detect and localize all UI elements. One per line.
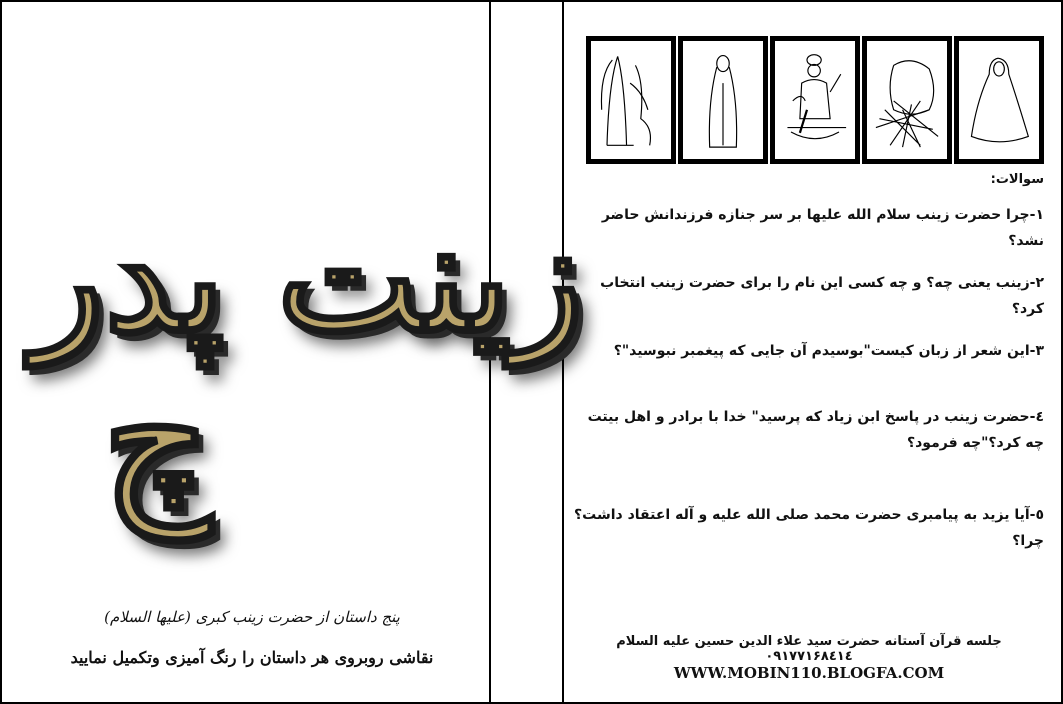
questions-list: [574, 172, 1044, 549]
footer-website-link[interactable]: WWW.MOBIN110.BLOGFA.COM: [673, 664, 945, 682]
cover-subtitle: پنج داستان از حضرت زینب کبری (علیها السلام): [104, 608, 400, 626]
standing-veiled-woman-icon: [678, 36, 768, 164]
question-2: ۲-زینب یعنی چه؟ و چه کسی این نام را برای حضرت زینب انتخاب کرد؟: [600, 275, 1044, 317]
cover-panel: [2, 0, 584, 704]
seated-king-icon: [770, 36, 860, 164]
cover-instruction: نقاشی روبروی هر داستان را رنگ آمیزی وتکمیل نمایید: [70, 648, 434, 667]
questions-panel: [566, 0, 1057, 704]
question-5: ٥-آیا یزید به پیامبری حضرت محمد صلی الله علیه و آله اعتقاد داشت؟چرا؟: [574, 507, 1044, 549]
question-4: ٤-حضرت زینب در پاسخ ابن زیاد که پرسید" خدا با برادر و اهل بیتت چه کرد؟"چه فرمود؟: [587, 409, 1044, 451]
cover-title: [2, 120, 584, 540]
question-1: ۱-چرا حضرت زینب سلام الله علیها بر سر جنازه فرزندانش حاضر نشد؟: [601, 207, 1044, 249]
title-word-zinat-pedar: زینت پدر: [32, 190, 584, 366]
question-3: ۳-این شعر از زبان کیست"بوسیدم آن جایی که پیغمبر نبوسید"؟: [613, 343, 1044, 359]
title-word-che: چ: [102, 340, 212, 540]
seated-veiled-woman-icon: [954, 36, 1044, 164]
veiled-woman-curtain-icon: [586, 36, 676, 164]
veiled-woman-thorns-icon: [862, 36, 952, 164]
footer-session-info: جلسه قرآن آستانه حضرت سید علاء الدین حسین علیه السلام ۰۹۱۷۷۱۶۸٤۱٤: [616, 634, 1002, 664]
illustration-strip: [586, 36, 1044, 164]
questions-heading: سوالات:: [990, 172, 1044, 187]
